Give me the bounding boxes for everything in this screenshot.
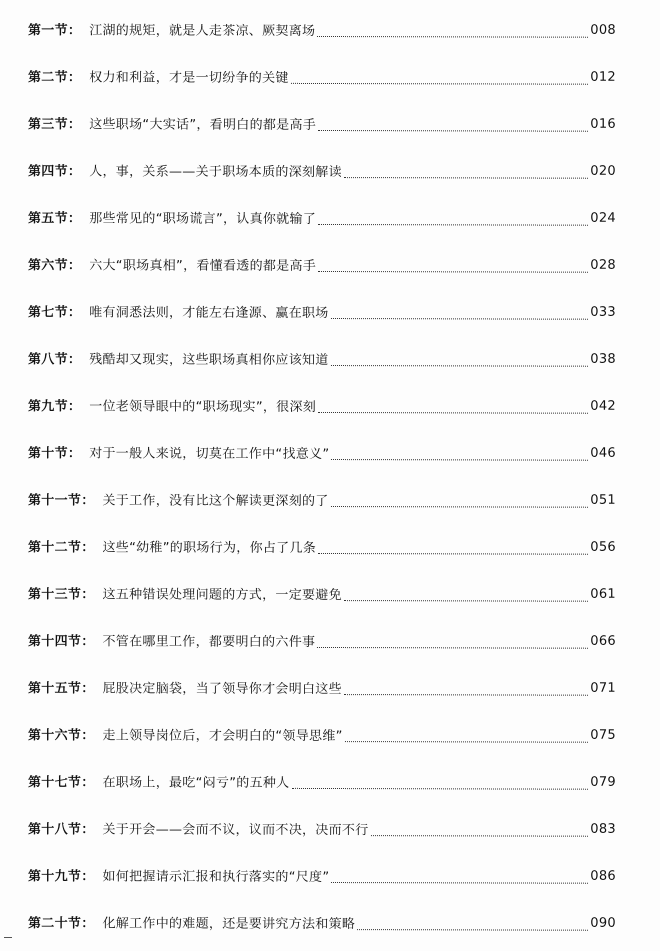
toc-entry-title: 权力和利益，才是一切纷争的关键 — [89, 70, 289, 86]
dot-leader — [344, 686, 588, 696]
toc-entry-label: 第一节 — [27, 23, 68, 39]
dot-leader — [291, 780, 588, 790]
toc-entry-separator: ： — [81, 540, 95, 556]
toc-entry-page-number: 071 — [590, 680, 617, 696]
toc-entry-title: 人，事，关系——关于职场本质的深刻解读 — [89, 164, 342, 181]
toc-entry-16[interactable] — [28, 710, 616, 759]
toc-entry-label: 第七节 — [27, 305, 68, 321]
toc-entry-label: 第二十节 — [27, 916, 82, 932]
dot-leader — [317, 639, 588, 649]
toc-entry-2[interactable] — [28, 52, 616, 101]
toc-entry-label: 第十四节 — [27, 634, 82, 650]
toc-entry-separator: ： — [81, 869, 95, 885]
toc-entry-page-number: 061 — [590, 586, 617, 602]
toc-entry-label: 第十六节 — [27, 728, 82, 744]
toc-entry-page-number: 038 — [590, 351, 617, 367]
toc-entry-separator: ： — [81, 587, 95, 603]
toc-entry-label: 第十二节 — [27, 540, 82, 556]
toc-entry-separator: ： — [67, 305, 82, 321]
toc-entry-label: 第十一节 — [27, 493, 82, 509]
toc-entry-page-number: 056 — [590, 539, 617, 555]
toc-entry-title: 这五种错误处理问题的方式，一定要避免 — [102, 587, 342, 604]
toc-entry-page-number: 042 — [590, 398, 617, 414]
toc-entry-3[interactable] — [28, 99, 616, 148]
dot-leader — [291, 75, 589, 85]
toc-entry-20[interactable] — [28, 898, 616, 947]
toc-entry-separator: ： — [67, 164, 82, 180]
toc-entry-19[interactable] — [28, 851, 616, 900]
toc-entry-separator: ： — [81, 493, 95, 509]
toc-entry-title: 化解工作中的难题，还是要讲究方法和策略 — [102, 916, 356, 933]
toc-entry-label: 第十七节 — [27, 775, 82, 791]
dot-leader — [345, 733, 589, 743]
toc-entry-title: 对于一般人来说，切莫在工作中“找意义” — [89, 446, 330, 463]
toc-entry-label: 第十五节 — [27, 681, 82, 697]
toc-entry-page-number: 012 — [590, 69, 617, 85]
toc-entry-title: 关于工作，没有比这个解读更深刻的了 — [102, 493, 329, 510]
toc-entry-page-number: 024 — [590, 210, 617, 226]
table-of-contents — [28, 6, 616, 946]
toc-entry-17[interactable] — [28, 757, 616, 806]
toc-entry-separator: ： — [81, 634, 95, 650]
toc-entry-separator: ： — [81, 681, 95, 697]
toc-entry-page-number: 033 — [590, 304, 617, 320]
dot-leader — [317, 28, 588, 38]
dot-leader — [318, 216, 588, 226]
toc-entry-12[interactable] — [28, 522, 616, 571]
toc-entry-title: 在职场上，最吃“闷亏”的五种人 — [102, 775, 290, 791]
toc-entry-title: 一位老领导眼中的“职场现实”，很深刻 — [89, 399, 317, 415]
dot-leader — [344, 169, 588, 179]
toc-entry-separator: ： — [67, 446, 82, 462]
toc-entry-label: 第十八节 — [27, 822, 82, 838]
toc-entry-label: 第二节 — [27, 70, 68, 86]
toc-entry-13[interactable] — [28, 569, 616, 618]
toc-entry-title: 如何把握请示汇报和执行落实的“尺度” — [102, 869, 330, 886]
toc-entry-title: 关于开会——会而不议，议而不决，决而不行 — [102, 822, 369, 839]
toc-entry-label: 第十三节 — [27, 587, 82, 603]
toc-entry-14[interactable] — [28, 616, 616, 665]
toc-entry-18[interactable] — [28, 804, 616, 853]
toc-entry-page-number: 046 — [590, 445, 617, 461]
toc-entry-page-number: 008 — [590, 22, 617, 38]
toc-entry-label: 第九节 — [27, 399, 68, 415]
toc-entry-separator: ： — [67, 399, 82, 415]
toc-entry-page-number: 051 — [590, 492, 617, 508]
toc-entry-label: 第十九节 — [27, 869, 82, 885]
toc-entry-9[interactable] — [28, 381, 616, 430]
toc-entry-page-number: 066 — [590, 633, 617, 649]
toc-entry-15[interactable] — [28, 663, 616, 712]
dot-leader — [331, 874, 588, 884]
toc-entry-separator: ： — [81, 728, 95, 744]
toc-entry-label: 第十节 — [27, 446, 68, 462]
dot-leader — [331, 357, 589, 367]
toc-entry-separator: ： — [81, 775, 95, 791]
toc-entry-title: 残酷却又现实，这些职场真相你应该知道 — [89, 352, 329, 369]
toc-entry-8[interactable] — [28, 334, 616, 383]
dot-leader — [318, 263, 588, 273]
toc-entry-page-number: 075 — [590, 727, 617, 743]
toc-entry-separator: ： — [67, 23, 82, 39]
toc-entry-separator: ： — [81, 822, 95, 838]
toc-entry-7[interactable] — [28, 287, 616, 336]
toc-entry-label: 第五节 — [27, 211, 68, 227]
toc-entry-title: 那些常见的“职场谎言”，认真你就输了 — [89, 211, 317, 227]
toc-entry-label: 第三节 — [27, 117, 68, 133]
dot-leader — [371, 827, 589, 837]
toc-entry-separator: ： — [67, 70, 82, 86]
dot-leader — [318, 545, 588, 555]
toc-entry-page-number: 086 — [590, 868, 617, 884]
toc-entry-10[interactable] — [28, 428, 616, 477]
toc-entry-title: 不管在哪里工作，都要明白的六件事 — [102, 634, 316, 650]
toc-entry-label: 第八节 — [27, 352, 68, 368]
toc-entry-separator: ： — [67, 352, 82, 368]
dot-leader — [331, 498, 589, 508]
dot-leader — [318, 122, 588, 132]
toc-entry-6[interactable] — [28, 240, 616, 289]
toc-entry-separator: ： — [67, 258, 82, 274]
toc-entry-4[interactable] — [28, 146, 616, 195]
toc-entry-title: 屁股决定脑袋，当了领导你才会明白这些 — [102, 681, 342, 698]
dot-leader — [318, 404, 588, 414]
dot-leader — [357, 921, 588, 931]
toc-entry-label: 第六节 — [27, 258, 68, 274]
toc-entry-page-number: 028 — [590, 257, 617, 273]
toc-entry-separator: ： — [81, 916, 95, 932]
toc-entry-separator: ： — [67, 211, 82, 227]
toc-entry-title: 这些职场“大实话”，看明白的都是高手 — [89, 117, 317, 133]
dot-leader — [331, 451, 588, 461]
toc-entry-separator: ： — [67, 117, 82, 133]
toc-entry-title: 这些“幼稚”的职场行为，你占了几条 — [102, 540, 317, 556]
dot-leader — [331, 310, 589, 320]
toc-entry-page-number: 079 — [590, 774, 617, 790]
toc-entry-title: 江湖的规矩，就是人走茶凉、厥契离场 — [89, 23, 316, 39]
toc-entry-title: 唯有洞悉法则，才能左右逢源、赢在职场 — [89, 305, 329, 322]
dot-leader — [344, 592, 588, 602]
toc-entry-page-number: 083 — [590, 821, 617, 837]
toc-entry-page-number: 090 — [590, 915, 617, 931]
toc-entry-page-number: 020 — [590, 163, 617, 179]
scan-margin-mark — [4, 937, 12, 938]
toc-entry-11[interactable] — [28, 475, 616, 524]
toc-entry-page-number: 016 — [590, 116, 617, 132]
toc-entry-title: 走上领导岗位后，才会明白的“领导思维” — [102, 728, 343, 745]
toc-entry-label: 第四节 — [27, 164, 68, 180]
toc-entry-title: 六大“职场真相”，看懂看透的都是高手 — [89, 258, 317, 274]
toc-entry-1[interactable] — [28, 5, 616, 54]
toc-entry-5[interactable] — [28, 193, 616, 242]
